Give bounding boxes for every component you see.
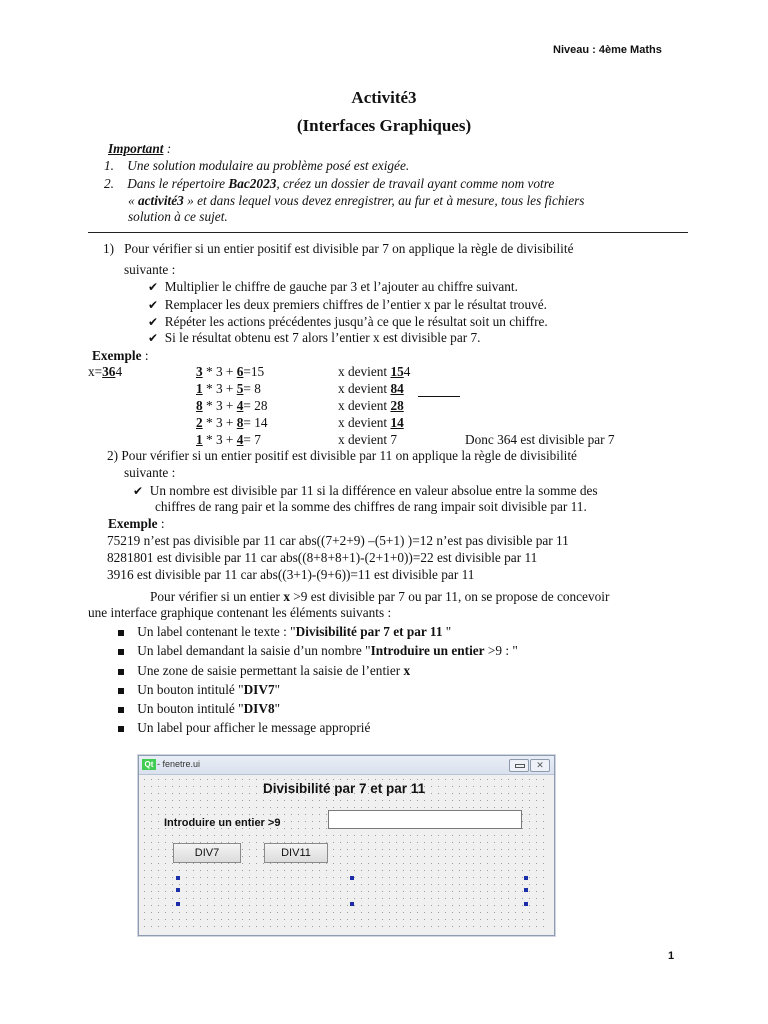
rule-7-4: ✔ Si le résultat obtenu est 7 alors l’entier x est divisible par 7.	[148, 330, 480, 346]
resize-handle[interactable]	[176, 888, 180, 892]
step-row: 3 * 3 + 6=15	[196, 364, 265, 379]
resize-handle[interactable]	[176, 902, 180, 906]
important-item-2-cont: « activité3 » et dans lequel vous devez enregistrer, au fur et à mesure, tous les fichiers	[128, 193, 585, 208]
div7-button[interactable]: DIV7	[173, 843, 241, 863]
example-11-3: 3916 est divisible par 11 car abs((3+1)-(9+6))=11 est divisible par 11	[107, 567, 475, 582]
resize-handle[interactable]	[350, 876, 354, 880]
check-icon	[148, 279, 158, 294]
step-row: 8 * 3 + 4= 28	[196, 398, 268, 413]
example-label-7: Exemple :	[92, 348, 149, 363]
resize-handle[interactable]	[524, 902, 528, 906]
rule-11-cont: chiffres de rang pair et la somme des chiffres de rang impair soit divisible par 11.	[155, 499, 587, 514]
square-bullet-icon	[118, 707, 124, 713]
page-subtitle: (Interfaces Graphiques)	[296, 116, 472, 135]
rule-11: ✔ Un nombre est divisible par 11 si la différence en valeur absolue entre la somme des	[133, 483, 598, 499]
important-item-2-end: solution à ce sujet.	[128, 209, 228, 224]
minimize-button[interactable]	[509, 759, 529, 772]
section1-intro-cont: suivante :	[124, 262, 176, 277]
task-bullet: Un label pour afficher le message approprié	[118, 720, 370, 736]
important-item-2: 2. Dans le répertoire Bac2023, créez un dossier de travail ayant comme nom votre	[104, 176, 555, 191]
step-result: x devient 84	[338, 381, 404, 396]
check-icon	[148, 297, 158, 312]
check-icon	[148, 314, 158, 329]
separator-rule	[88, 232, 688, 233]
task-bullet: Une zone de saisie permettant la saisie de l’entier x	[118, 663, 410, 679]
step-row: 2 * 3 + 8= 14	[196, 415, 268, 430]
square-bullet-icon	[118, 630, 124, 636]
conclusion-7: Donc 364 est divisible par 7	[465, 432, 615, 447]
page-number: 1	[668, 950, 675, 962]
task-bullet: Un label demandant la saisie d’un nombre "Introduire un entier >9 : "	[118, 643, 518, 659]
example-label-11: Exemple :	[108, 516, 165, 531]
rule-7-3: ✔ Répéter les actions précédentes jusqu’à ce que le résultat soit un chiffre.	[148, 314, 548, 330]
close-button[interactable]	[530, 759, 550, 772]
entier-input[interactable]	[328, 810, 522, 829]
underline-stroke	[418, 396, 460, 397]
task-intro: Pour vérifier si un entier x >9 est divisible par 7 ou par 11, on se propose de concevoir	[150, 589, 610, 604]
resize-handle[interactable]	[524, 876, 528, 880]
rule-7-1: ✔ Multiplier le chiffre de gauche par 3 et l’ajouter au chiffre suivant.	[148, 279, 518, 295]
section1-intro: 1) Pour vérifier si un entier positif est divisible par 7 on applique la règle de divisibilité	[103, 241, 574, 256]
window-title: - fenetre.ui	[157, 759, 201, 769]
div11-button[interactable]: DIV11	[264, 843, 328, 863]
important-item-1: 1. Une solution modulaire au problème posé est exigée.	[104, 158, 410, 173]
close-icon: ✕	[536, 760, 544, 770]
resize-handle[interactable]	[524, 888, 528, 892]
task-bullet: Un bouton intitulé "DIV7"	[118, 682, 280, 698]
example-11-2: 8281801 est divisible par 11 car abs((8+8+8+1)-(2+1+0))=22 est divisible par 11	[107, 550, 538, 565]
form-heading-label: Divisibilité par 7 et par 11	[263, 781, 426, 796]
form-prompt-label: Introduire un entier >9	[164, 817, 281, 829]
task-intro-cont: une interface graphique contenant les éléments suivants :	[88, 605, 392, 620]
qt-designer-window	[138, 755, 555, 936]
check-icon	[148, 330, 158, 345]
square-bullet-icon	[118, 726, 124, 732]
example-x: x=364	[88, 364, 123, 379]
check-icon	[133, 483, 143, 498]
task-bullet: Un bouton intitulé "DIV8"	[118, 701, 280, 717]
square-bullet-icon	[118, 669, 124, 675]
section2-intro-cont: suivante :	[124, 465, 176, 480]
important-heading: Important :	[108, 141, 172, 156]
step-result: x devient 154	[338, 364, 411, 379]
step-row: 1 * 3 + 4= 7	[196, 432, 261, 447]
level-header: Niveau : 4ème Maths	[553, 44, 662, 56]
step-result: x devient 28	[338, 398, 404, 413]
window-titlebar	[139, 756, 554, 775]
resize-handle[interactable]	[350, 902, 354, 906]
step-row: 1 * 3 + 5= 8	[196, 381, 261, 396]
page-title: Activité3	[351, 88, 417, 107]
square-bullet-icon	[118, 688, 124, 694]
example-11-1: 75219 n’est pas divisible par 11 car abs((7+2+9) –(5+1) )=12 n’est pas divisible par 11	[107, 533, 569, 548]
qt-logo-icon: Qt	[142, 759, 156, 770]
task-bullet: Un label contenant le texte : "Divisibilité par 7 et par 11 "	[118, 624, 451, 640]
square-bullet-icon	[118, 649, 124, 655]
step-result: x devient 14	[338, 415, 404, 430]
minimize-icon	[515, 764, 525, 768]
form-canvas	[141, 776, 550, 932]
step-result: x devient 7	[338, 432, 398, 447]
rule-7-2: ✔ Remplacer les deux premiers chiffres de l’entier x par le résultat trouvé.	[148, 297, 547, 313]
resize-handle[interactable]	[176, 876, 180, 880]
section2-intro: 2) Pour vérifier si un entier positif est divisible par 11 on applique la règle de divisibilité	[107, 448, 577, 463]
